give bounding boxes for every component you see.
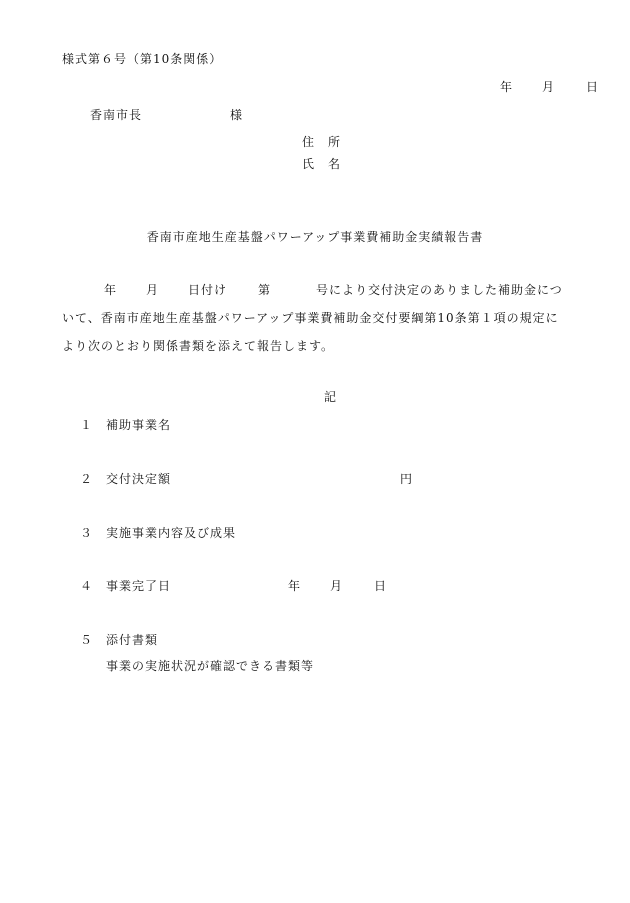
item-label: 補助事業名 <box>106 418 172 432</box>
name-label: 氏 名 <box>302 157 342 171</box>
completion-month: 月 <box>330 579 344 593</box>
recipient-honorific: 様 <box>230 108 244 122</box>
completion-day: 日 <box>374 579 388 593</box>
item-number: ４ <box>80 579 94 593</box>
item-label: 実施事業内容及び成果 <box>106 526 237 540</box>
body-date-year: 年 <box>104 283 118 297</box>
item-detail: 事業の実施状況が確認できる書類等 <box>106 659 315 673</box>
body-dai: 第 <box>258 283 272 297</box>
ki-heading: 記 <box>324 390 338 404</box>
date-month: 月 <box>542 80 556 94</box>
item-number: ２ <box>80 472 94 486</box>
item-number: ３ <box>80 526 94 540</box>
recipient-name: 香南市長 <box>90 108 143 122</box>
body-date-day: 日付け <box>188 283 228 297</box>
document-title: 香南市産地生産基盤パワーアップ事業費補助金実績報告書 <box>146 230 484 244</box>
item-label: 事業完了日 <box>106 579 172 593</box>
body-date-month: 月 <box>146 283 160 297</box>
item-label: 交付決定額 <box>106 472 172 486</box>
item-number: ５ <box>80 633 94 647</box>
date-year: 年 <box>500 80 514 94</box>
body-paragraph <box>62 276 568 360</box>
date-day: 日 <box>586 80 600 94</box>
form-number: 様式第６号（第10条関係） <box>62 52 223 66</box>
item-label: 添付書類 <box>106 633 159 647</box>
item-number: １ <box>80 418 94 432</box>
completion-year: 年 <box>288 579 302 593</box>
body-text: 号により交付決定のありました補助金について、香南市産地生産基盤パワーアップ事業費補助金交付要綱第10条第１項の規定により次のとおり関係書類を添えて報告します。 <box>62 283 563 353</box>
address-label: 住 所 <box>302 135 342 149</box>
item-unit-yen: 円 <box>400 472 414 486</box>
